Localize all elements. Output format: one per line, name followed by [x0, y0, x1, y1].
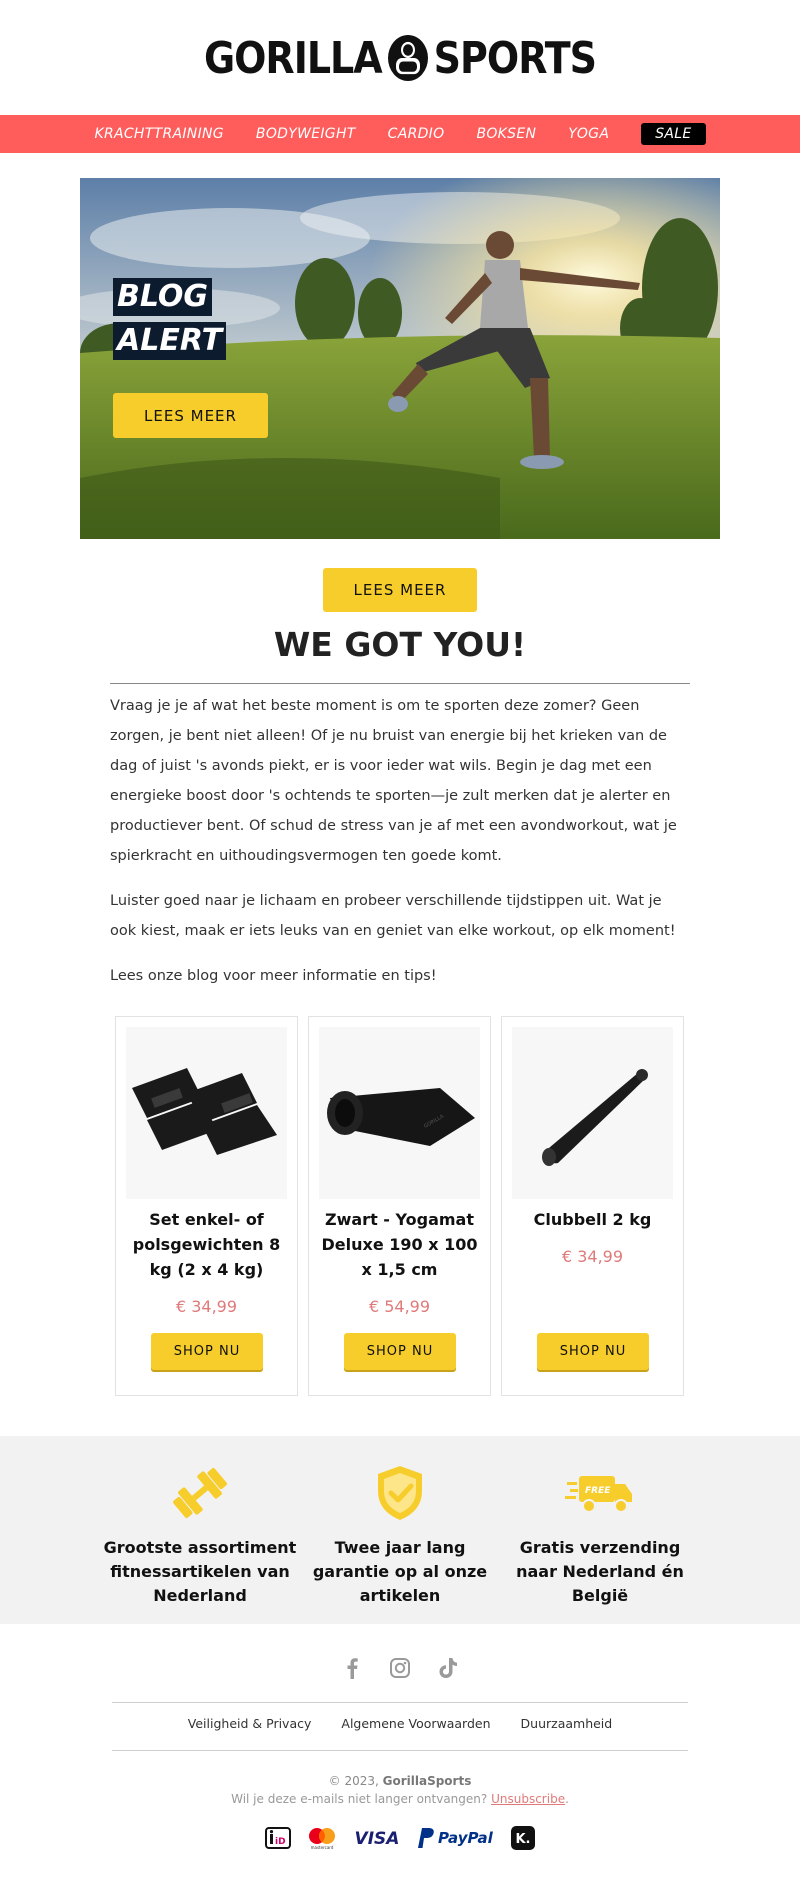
nav-item-sale[interactable]: SALE	[641, 123, 705, 145]
nav-item-krachttraining[interactable]: KRACHTTRAINING	[94, 126, 224, 142]
usp-text: Gratis verzending naar Nederland én België	[516, 1538, 684, 1605]
dumbbell-icon	[169, 1462, 231, 1524]
tiktok-icon[interactable]	[436, 1656, 460, 1680]
product-card[interactable]	[501, 1016, 684, 1396]
hero-read-more-button[interactable]: LEES MEER	[113, 393, 268, 438]
clubbell-image	[513, 1053, 673, 1173]
product-name[interactable]: Zwart - Yogamat Deluxe 190 x 100 x 1,5 cm	[321, 1210, 478, 1279]
read-more-button[interactable]: LEES MEER	[323, 568, 477, 612]
klarna-icon	[511, 1826, 535, 1850]
page-title: WE GOT YOU!	[273, 625, 527, 664]
free-truck-icon	[565, 1468, 635, 1518]
unsubscribe-suffix: .	[565, 1792, 569, 1806]
advice-paragraph: Luister goed naar je lichaam en probeer verschillende tijdstippen uit. Wat je ook kiest, maak er iets leuks van en geniet van elke workout, op elk moment!	[110, 893, 676, 939]
shop-now-button[interactable]: SHOP NU	[537, 1333, 649, 1370]
hero-banner[interactable]	[80, 178, 720, 539]
gorilla-icon	[386, 32, 430, 83]
unsubscribe-text: Wil je deze e-mails niet langer ontvangen?	[231, 1792, 492, 1806]
unsubscribe-line	[0, 1792, 800, 1806]
brand-logo-text-left: GORILLA	[203, 32, 382, 83]
svg-text:K.: K.	[515, 1832, 531, 1847]
paypal-icon	[415, 1826, 497, 1850]
ankle-weights-image	[127, 1058, 287, 1168]
svg-text:GORILLA: GORILLA	[422, 1113, 445, 1130]
product-price: € 54,99	[368, 1297, 431, 1316]
intro-paragraph: Vraag je je af wat het beste moment is om te sporten deze zomer? Geen zorgen, je bent niet alleen! Of je nu bruist van energie bij het krieken van de dag of juist 's avonds piekt, er is voor ieder wat wils. Begin je dag met een energieke boost door 's ochtends te sporten—je zult merken dat je alerter en productiever bent. Of schud de stress van je af met een avondworkout, wat je spierkracht en uithoudingsvermogen ten goede komt.	[110, 698, 677, 864]
unsubscribe-link[interactable]: Unsubscribe	[491, 1792, 566, 1806]
svg-text:iD: iD	[275, 1837, 286, 1847]
nav-item-yoga[interactable]: YOGA	[568, 126, 610, 142]
svg-text:PayPal: PayPal	[438, 1829, 493, 1847]
visa-icon	[353, 1827, 401, 1849]
usp-item	[100, 1462, 300, 1608]
hero-title-line1: BLOG	[113, 278, 212, 316]
nav-item-cardio[interactable]: CARDIO	[387, 126, 445, 142]
mastercard-icon	[305, 1826, 339, 1850]
copyright-prefix: © 2023,	[328, 1774, 383, 1788]
blog-teaser: Lees onze blog voor meer informatie en tips!	[110, 968, 437, 984]
product-price: € 34,99	[175, 1297, 238, 1316]
facebook-icon[interactable]	[340, 1656, 364, 1680]
social-links	[0, 1656, 800, 1680]
footer-link-privacy[interactable]: Veiligheid & Privacy	[187, 1716, 312, 1731]
footer-divider-top	[112, 1702, 688, 1703]
header	[0, 0, 800, 115]
footer-divider-bottom	[112, 1750, 688, 1751]
usp-band	[0, 1436, 800, 1624]
copyright-brand: GorillaSports	[382, 1774, 472, 1788]
shop-now-button[interactable]: SHOP NU	[151, 1333, 263, 1370]
usp-text: Grootste assortiment fitnessartikelen van Nederland	[103, 1538, 297, 1605]
payment-methods	[0, 1826, 800, 1850]
product-name[interactable]: Clubbell 2 kg	[533, 1210, 652, 1229]
yoga-mat-image	[320, 1068, 480, 1158]
shop-now-button[interactable]: SHOP NU	[344, 1333, 456, 1370]
nav-item-bodyweight[interactable]: BODYWEIGHT	[255, 126, 356, 142]
instagram-icon[interactable]	[388, 1656, 412, 1680]
brand-logo[interactable]	[204, 32, 596, 83]
usp-text: Twee jaar lang garantie op al onze artikelen	[312, 1538, 488, 1605]
footer-links	[0, 1716, 800, 1731]
footer-link-sustainability[interactable]: Duurzaamheid	[520, 1716, 613, 1731]
nav-item-boksen[interactable]: BOKSEN	[476, 126, 537, 142]
shield-check-icon	[372, 1463, 428, 1523]
product-card[interactable]	[308, 1016, 491, 1396]
product-price: € 34,99	[561, 1247, 624, 1266]
ideal-icon	[265, 1827, 291, 1849]
product-image-yoga-mat[interactable]	[319, 1027, 480, 1199]
product-name[interactable]: Set enkel- of polsgewichten 8 kg (2 x 4 kg)	[132, 1210, 281, 1279]
hero-title-line2: ALERT	[113, 322, 226, 360]
brand-logo-text-right: SPORTS	[433, 32, 597, 83]
product-card[interactable]	[115, 1016, 298, 1396]
product-image-ankle-weights[interactable]	[126, 1027, 287, 1199]
product-image-clubbell[interactable]	[512, 1027, 673, 1199]
svg-text:VISA: VISA	[354, 1829, 400, 1849]
usp-item	[500, 1462, 700, 1608]
footer-link-terms[interactable]: Algemene Voorwaarden	[341, 1716, 491, 1731]
svg-text:mastercard: mastercard	[310, 1845, 334, 1850]
divider	[110, 683, 690, 684]
copyright	[0, 1774, 800, 1788]
main-nav	[0, 115, 800, 153]
free-badge: FREE	[585, 1486, 611, 1496]
usp-item	[300, 1462, 500, 1608]
